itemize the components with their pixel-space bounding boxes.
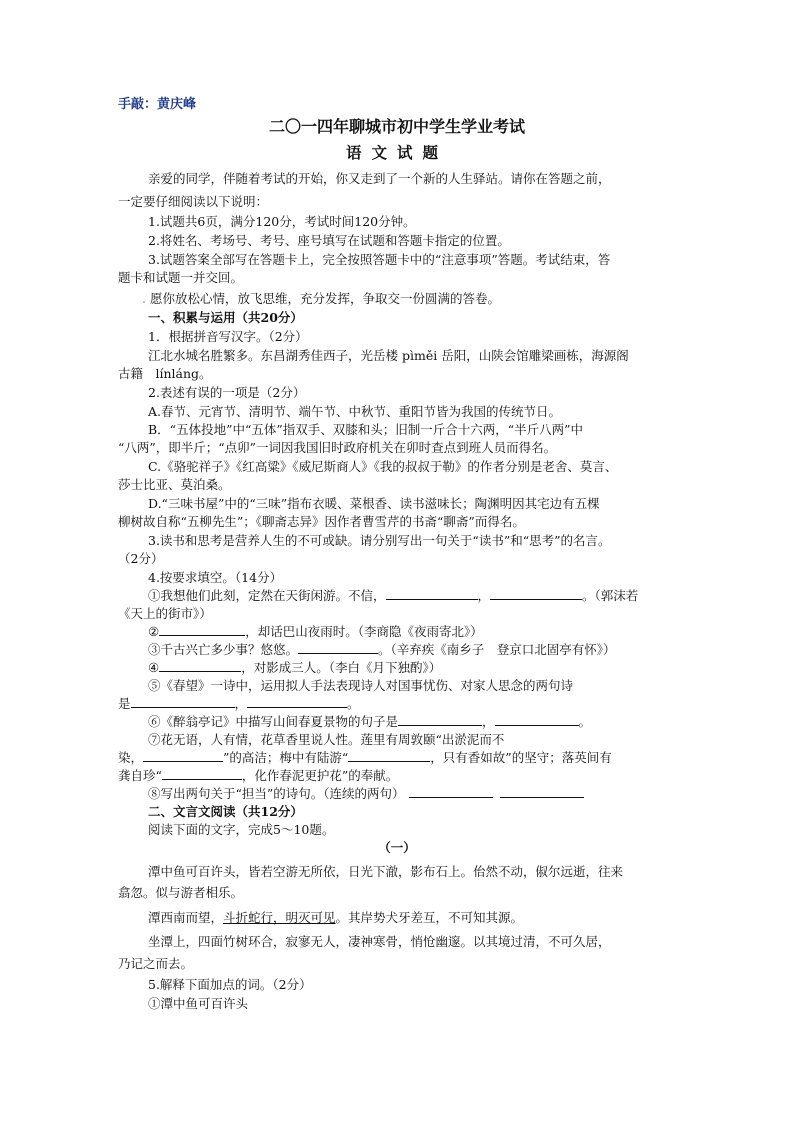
note-3-line-1: 3.试题答案全部写在答题卡上，完全按照答题卡中的“注意事项”答题。考试结束，答 bbox=[148, 252, 611, 267]
answer-blank[interactable] bbox=[298, 641, 378, 654]
answer-blank[interactable] bbox=[159, 659, 241, 672]
question-1: 1．根据拼音写汉字。（2分） bbox=[148, 329, 308, 344]
question-4-item-1-source: 《天上的街市》） bbox=[118, 606, 212, 621]
question-2-option-b-2: “八两”，即半斤；“点卯”一词因我国旧时政府机关在卯时查点到班人员而得名。 bbox=[118, 440, 557, 455]
answer-blank[interactable] bbox=[143, 749, 223, 762]
answer-blank[interactable] bbox=[500, 785, 584, 798]
question-4-item-7-line-1: ⑦花无语，人有情，花草香里说人性。莲里有周敦颐“出淤泥而不 bbox=[148, 732, 505, 747]
question-5-item-1: ①潭中鱼可百许头 bbox=[148, 996, 249, 1011]
question-4-item-2: ② ，却话巴山夜雨时。（李商隐《夜雨寄北》） bbox=[148, 624, 483, 639]
passage-paragraph-2: 潭西南而望，斗折蛇行，明灭可见。其岸势犬牙差互，不可知其源。 bbox=[148, 910, 524, 925]
question-4-item-8: ⑧写出两句关于“担当”的诗句。（连续的两句） bbox=[148, 785, 708, 803]
question-2-option-a: A.春节、元宵节、清明节、端午节、中秋节、重阳节皆为我国的传统节日。 bbox=[148, 404, 562, 419]
question-4-item-1: ①我想他们此刻，定然在天街闲游。不信， ， 。（郭沫若 bbox=[148, 588, 639, 603]
question-2-option-c-2: 莎士比亚、莫泊桑。 bbox=[118, 477, 231, 492]
answer-blank[interactable] bbox=[409, 785, 493, 798]
question-4-item-7-line-3: 龚自珍“ ，化作春泥更护花”的奉献。 bbox=[118, 768, 399, 783]
question-3-line-1: 3.读书和思考是营养人生的不可或缺。请分别写出一句关于“读书”和“思考”的名言。 bbox=[148, 533, 611, 548]
question-4-item-5-line-1: ⑤《春望》一诗中，运用拟人手法表现诗人对国事忧伤、对家人思念的两句诗 bbox=[148, 678, 574, 693]
passage-paragraph-3-line-1: 坐潭上，四面竹树环合，寂寥无人，凄神寒骨，悄怆幽邃。以其境过清，不可久居， bbox=[148, 934, 611, 949]
question-1-text-1: 江北水城名胜繁多。东昌湖秀佳西子，光岳楼 pìměi 岳阳，山陕会馆雕梁画栋，海源阁 bbox=[148, 348, 629, 363]
reading-instruction: 阅读下面的文字，完成5～10题。 bbox=[148, 822, 335, 837]
typist-credit: 手敲：黄庆峰 bbox=[118, 97, 197, 112]
answer-blank[interactable] bbox=[162, 767, 242, 780]
answer-blank[interactable] bbox=[386, 587, 478, 600]
passage-paragraph-3-line-2: 乃记之而去。 bbox=[118, 956, 194, 971]
question-4-item-4: ④ ，对影成三人。（李白《月下独酌》） bbox=[148, 660, 442, 675]
passage-part-label: （一） bbox=[378, 840, 416, 855]
note-3-line-2: 题卡和试题一并交回。 bbox=[118, 270, 244, 285]
question-2-option-d-2: 柳树故自称“五柳先生”；《聊斋志异》因作者曹雪芹的书斋“聊斋”而得名。 bbox=[118, 514, 525, 529]
note-1: 1.试题共6页，满分120分，考试时间120分钟。 bbox=[148, 214, 416, 229]
note-2: 2.将姓名、考场号、考号、座号填写在试题和答题卡指定的位置。 bbox=[148, 233, 510, 248]
exam-subtitle: 语文试题 bbox=[345, 143, 448, 162]
question-2-option-b-1: B．“五体投地”中“五体”指双手、双膝和头；旧制一斤合十六两，“半斤八两”中 bbox=[148, 422, 584, 437]
answer-blank[interactable] bbox=[495, 713, 579, 726]
intro-line-1: 亲爱的同学，伴随着考试的开始，你又走到了一个新的人生驿站。请你在答题之前， bbox=[148, 171, 611, 186]
wish-text: 愿你放松心情，放飞思维，充分发挥，争取交一份圆满的答卷。 bbox=[149, 291, 500, 306]
underlined-phrase: 斗折蛇行，明灭可见 bbox=[223, 910, 336, 925]
question-1-text-2: 古籍 línláng。 bbox=[118, 366, 212, 381]
passage-paragraph-1-line-2: 翕忽。似与游者相乐。 bbox=[118, 885, 244, 900]
question-4-item-6: ⑥《醉翁亭记》中描写山间春夏景物的句子是 ， 。 bbox=[148, 714, 592, 729]
question-2-option-d-1: D.“三味书屋”中的“三味”指布衣暖、菜根香、读书滋味长；陶渊明因其宅边有五棵 bbox=[148, 496, 600, 511]
answer-blank[interactable] bbox=[398, 713, 482, 726]
answer-blank[interactable] bbox=[159, 623, 245, 636]
passage-paragraph-1-line-1: 潭中鱼可百许头，皆若空游无所依，日光下澈，影布石上。佁然不动，俶尔远逝，往来 bbox=[148, 864, 624, 879]
answer-blank[interactable] bbox=[131, 695, 235, 708]
wish-line bbox=[142, 290, 702, 308]
intro-line-2: 一定要仔细阅读以下说明： bbox=[118, 194, 269, 209]
section-2-heading: 二、文言文阅读（共12分） bbox=[148, 804, 303, 819]
exam-title: 二〇一四年聊城市初中学生学业考试 bbox=[268, 117, 525, 136]
question-4-item-5-line-2: 是 ， 。 bbox=[118, 696, 360, 711]
section-1-heading: 一、积累与运用（共20分） bbox=[148, 310, 303, 325]
answer-blank[interactable] bbox=[490, 587, 582, 600]
wish-dot: . bbox=[142, 291, 146, 306]
question-4-item-3: ③千古兴亡多少事？悠悠。 。（辛弃疾《南乡子 登京口北固亭有怀》） bbox=[148, 642, 616, 657]
question-3-line-2: （2分） bbox=[118, 551, 164, 566]
question-4: 4.按要求填空。（14分） bbox=[148, 570, 283, 585]
question-4-item-7-line-2: 染， ”的高洁；梅中有陆游“ ，只有香如故”的坚守；落英间有 bbox=[118, 750, 612, 765]
answer-blank[interactable] bbox=[247, 695, 347, 708]
answer-blank[interactable] bbox=[348, 749, 430, 762]
question-2-option-c-1: C.《骆驼祥子》《红高粱》《威尼斯商人》《我的叔叔于勒》的作者分别是老舍、莫言、 bbox=[148, 459, 618, 474]
question-5: 5.解释下面加点的词。（2分） bbox=[148, 977, 312, 992]
question-2: 2.表述有误的一项是（2分） bbox=[148, 385, 306, 400]
